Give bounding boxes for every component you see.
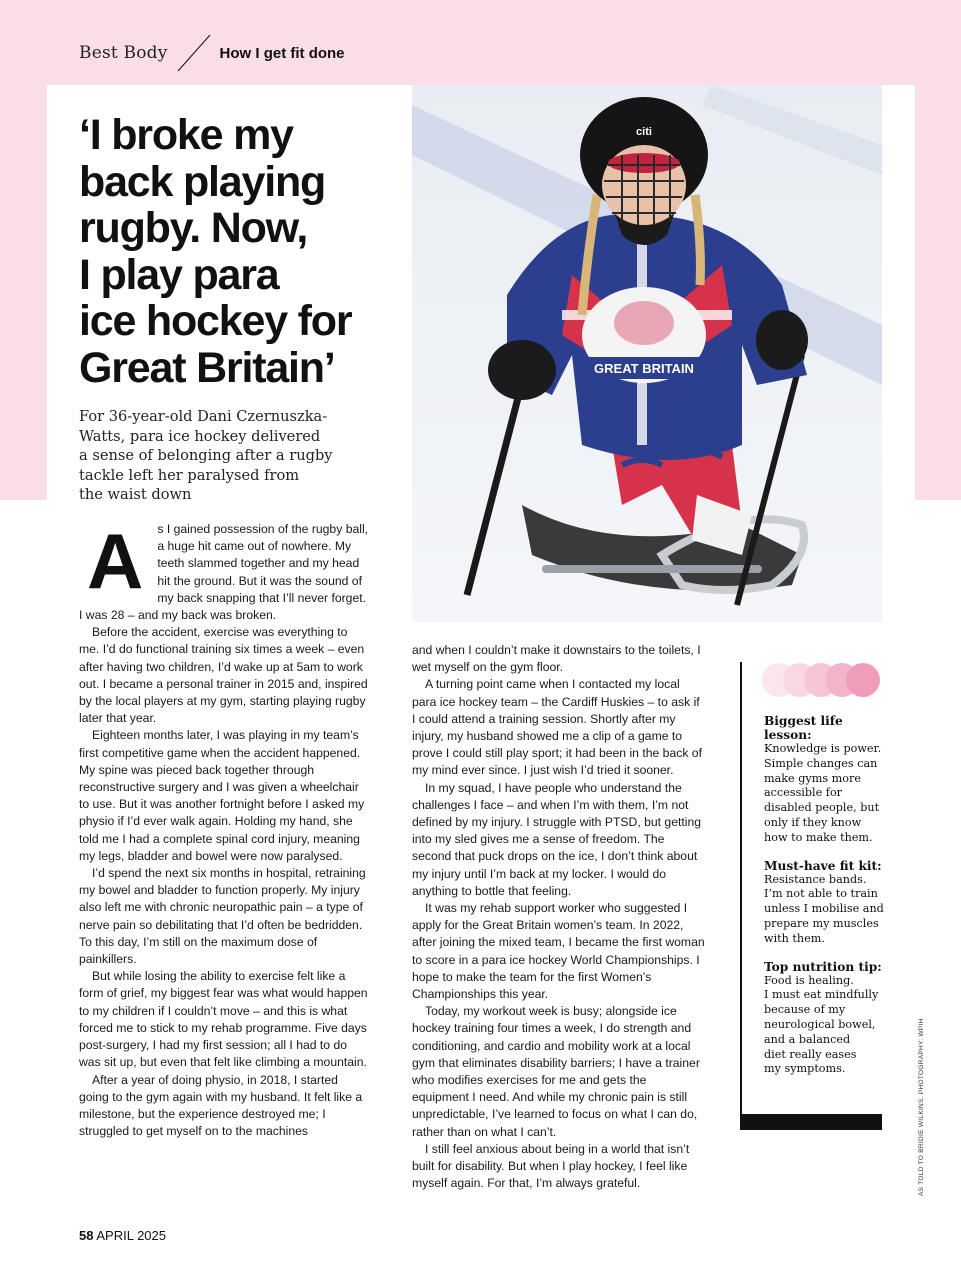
sidebar-heading: Top nutrition tip: — [764, 959, 882, 974]
sidebar-line: Simple changes can — [764, 756, 878, 770]
sidebar-content — [764, 714, 884, 1090]
sidebar-line: Resistance bands. — [764, 872, 867, 886]
paragraph: s I gained possession of the rugby ball, a huge hit came out of nowhere. My teeth slammed together and my head hit the ground. But it was the sound of my back snapping that I’ll never forget. I was 28 – and my back was broken. — [79, 522, 369, 623]
jersey-text: GREAT BRITAIN — [594, 361, 694, 376]
headline — [79, 112, 399, 391]
sidebar-line: diet really eases — [764, 1047, 857, 1061]
standfirst — [79, 407, 369, 505]
headline-line: rugby. Now, — [79, 204, 308, 252]
sidebar-line: with them. — [764, 931, 825, 945]
section-name: Best Body — [79, 43, 168, 63]
headline-line: ‘I broke my — [79, 111, 293, 159]
sidebar-line: my symptoms. — [764, 1062, 846, 1076]
photo-credit: AS TOLD TO BRIDIE WILKINS. PHOTOGRAPHY: WPIH — [918, 1018, 925, 1196]
sidebar-line: disabled people, but — [764, 801, 880, 815]
page-footer — [79, 1228, 166, 1243]
sidebar-line: neurological bowel, — [764, 1017, 876, 1031]
page-number: 58 — [79, 1228, 94, 1243]
sidebar-line: make gyms more — [764, 771, 861, 785]
sidebar-line: how to make them. — [764, 830, 873, 844]
sidebar-line: only if they know — [764, 815, 862, 829]
article-column-1 — [79, 517, 371, 1140]
sidebar-block — [764, 960, 884, 1078]
decorative-dot — [846, 663, 880, 697]
paragraph: Before the accident, exercise was everything to me. I’d do functional training six times a week – even after having two children, I’d wake up at 5am to work out. I became a personal trainer in 2015 and, inspired by the local players at my gym, starting playing rugby later that year. — [79, 625, 368, 726]
decorative-dots — [762, 663, 882, 697]
sidebar-line: unless I mobilise and — [764, 902, 884, 916]
sidebar-line: prepare my muscles — [764, 916, 879, 930]
paragraph: In my squad, I have people who understand the challenges I face – and when I’m with them, I’m not defined by my injury. I struggle with PTSD, but getting into my sled gives me a sense of freedom. The second that puck drops on the ice, I don’t think about my injury until I’m back at my locker. I would do anything to bottle that feeling. — [412, 780, 702, 898]
slash-divider-icon — [172, 33, 216, 73]
paragraph: But while losing the ability to exercise felt like a form of grief, my biggest fear was what would happen to my children if I couldn’t move – and this is what forced me to stick to my rehab programme. Five days post-surgery, I had my first session; all I had to do was sit up, but even that felt like climbing a mountain. — [79, 969, 368, 1070]
sidebar-block — [764, 714, 884, 846]
standfirst-line: Watts, para ice hockey delivered — [79, 427, 321, 445]
section-header — [79, 38, 345, 68]
article-column-2 — [412, 642, 706, 1193]
sidebar-left-rule — [740, 662, 742, 1114]
standfirst-line: a sense of belonging after a rugby — [79, 447, 333, 464]
sidebar-line: and a balanced — [764, 1032, 851, 1046]
paragraph: A turning point came when I contacted my local para ice hockey team – the Cardiff Huskies – to ask if I could attend a training session. Shortly after my injury, my husband showed me a clip of a game to prove I could still play sport; it had been in the back of my mind ever since. I just wish I’d tried it sooner. — [412, 677, 702, 778]
sidebar-line: accessible for — [764, 786, 843, 800]
sidebar-line: Food is healing. — [764, 973, 854, 987]
standfirst-line: the waist down — [79, 486, 192, 503]
paragraph: and when I couldn’t make it downstairs to the toilets, I wet myself on the gym floor. — [412, 643, 701, 675]
hero-photo — [412, 85, 882, 622]
headline-line: I play para — [79, 250, 279, 299]
sidebar-line: Knowledge is power. — [764, 742, 882, 755]
sidebar-heading: Must-have fit kit: — [764, 858, 882, 873]
standfirst-line: tackle left her paralysed from — [79, 466, 300, 484]
paragraph: I’d spend the next six months in hospital, retraining my bowel and bladder to function properly. My injury also left me with chronic neuropathic pain – a type of nerve pain so debilitating that I’d often be bedridden. To this day, I’m still on the maximum dose of painkillers. — [79, 866, 366, 967]
helmet-logo: citi — [636, 126, 652, 138]
headline-line: back playing — [79, 157, 326, 206]
paragraph: After a year of doing physio, in 2018, I started going to the gym again with my husband. It felt like a milestone, but the experience destroyed me; I struggled to get myself on to the machines — [79, 1072, 363, 1139]
paragraph: It was my rehab support worker who suggested I apply for the Great Britain women’s team. In 2022, after joining the mixed team, I became the first woman to score in a para ice hockey World Championships. I hope to make the team for the first Women’s Championships this year. — [412, 901, 705, 1002]
sidebar-line: I’m not able to train — [764, 887, 878, 901]
sidebar-line: I must eat mindfully — [764, 988, 879, 1002]
para-ice-hockey-player-illustration — [412, 85, 882, 622]
headline-line: ice hockey for — [79, 297, 352, 345]
series-name: How I get fit done — [219, 44, 345, 62]
fact-sidebar — [740, 662, 882, 1130]
sidebar-line: because of my — [764, 1003, 846, 1017]
paragraph: I still feel anxious about being in a world that isn’t built for disability. But when I play hockey, I feel like myself again. For that, I’m always grateful. — [412, 1141, 690, 1191]
headline-line: Great Britain’ — [79, 343, 335, 392]
standfirst-line: For 36-year-old Dani Czernuszka- — [79, 408, 328, 425]
paragraph: Today, my workout week is busy; alongside ice hockey training four times a week, I do strength and conditioning, and cardio and mobility work at a local gym that eliminates disability barriers; I have a trainer who modifies exercises for me and gets the equipment I need. And while my chronic pain is still unpredictable, I’ve learned to focus on what I can do, rather than on what I can’t. — [412, 1004, 700, 1139]
paragraph: Eighteen months later, I was playing in my team’s first competitive game when the accident happened. My spine was pieced back together through reconstructive surgery and I was given a wheelchair to use. But it was another fortnight before I asked my physio if I’d ever walk again. Holding my hand, she told me I had a complete spinal cord injury, meaning my legs, bladder and bowel were now paralysed. — [79, 728, 365, 863]
drop-cap: A — [87, 517, 144, 605]
sidebar-bottom-bar — [740, 1114, 882, 1130]
issue-date: APRIL 2025 — [96, 1228, 166, 1243]
sidebar-heading: Biggest life lesson: — [764, 714, 843, 742]
sidebar-block — [764, 859, 884, 947]
